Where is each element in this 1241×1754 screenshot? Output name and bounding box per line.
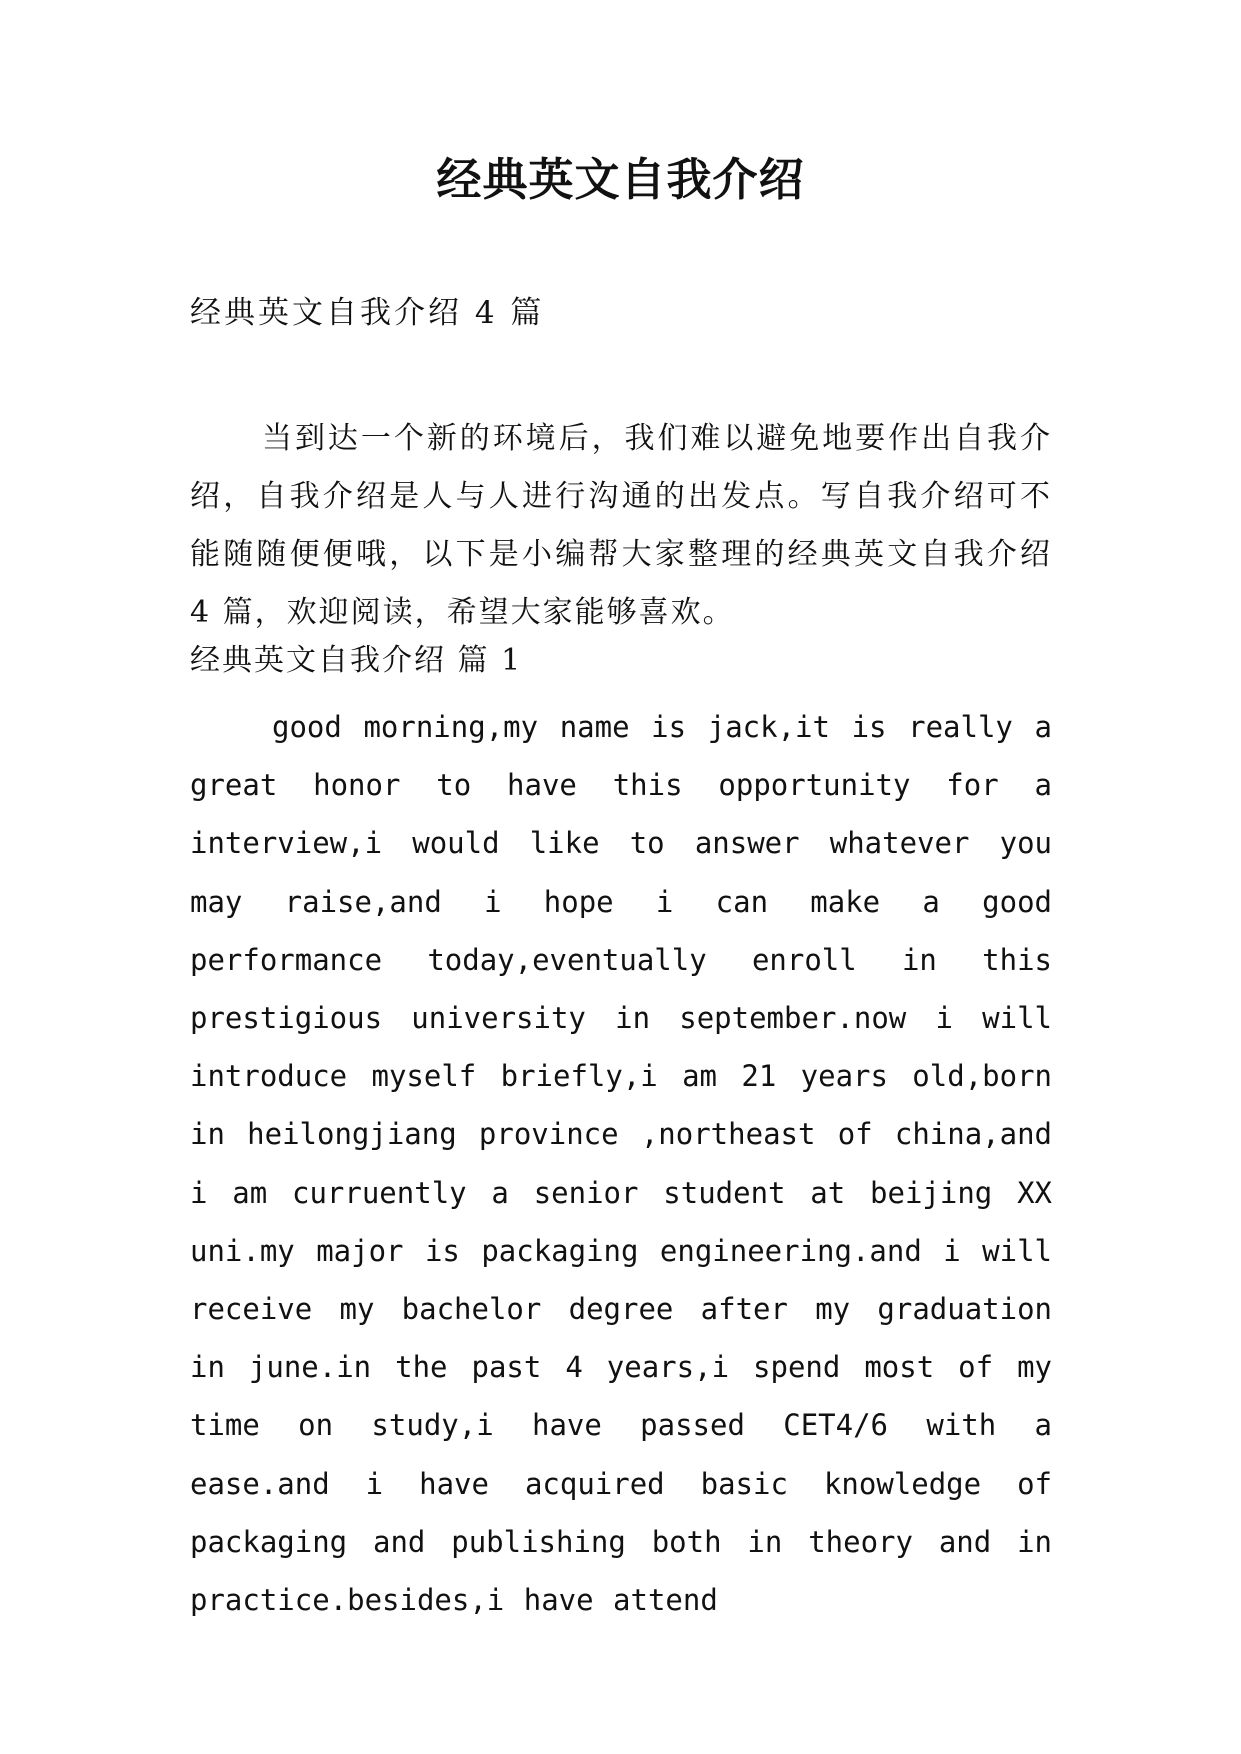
- english-section: [190, 698, 1052, 1629]
- intro-paragraph: 当到达一个新的环境后，我们难以避免地要作出自我介绍，自我介绍是人与人进行沟通的出发点。写自我介绍可不能随随便便哦，以下是小编帮大家整理的经典英文自我介绍 4 篇，欢迎阅读，希望大家能够喜欢。: [190, 421, 1052, 630]
- document-subtitle: 经典英文自我介绍 4 篇: [190, 295, 545, 331]
- section-heading: 经典英文自我介绍 篇 1: [190, 643, 523, 678]
- intro-section: [190, 410, 1052, 642]
- page-title: 经典英文自我介绍: [436, 153, 805, 206]
- english-paragraph: good morning,my name is jack,it is really a great honor to have this opportunity for a interview,i would like to answer whatever you may raise,and i hope i can make a good performance today,eventually enroll in this prestigious university in september.now i will introduce myself briefly,i am 21 years old,born in heilongjiang province ,northeast of china,and i am curruently a senior student at beijing XX uni.my major is packaging engineering.and i will receive my bachelor degree after my graduation in june.in the past 4 years,i spend most of my time on study,i have passed CET4/6 with a ease.and i have acquired basic knowledge of packaging and publishing both in theory and in practice.besides,i have attend: [190, 710, 1052, 1618]
